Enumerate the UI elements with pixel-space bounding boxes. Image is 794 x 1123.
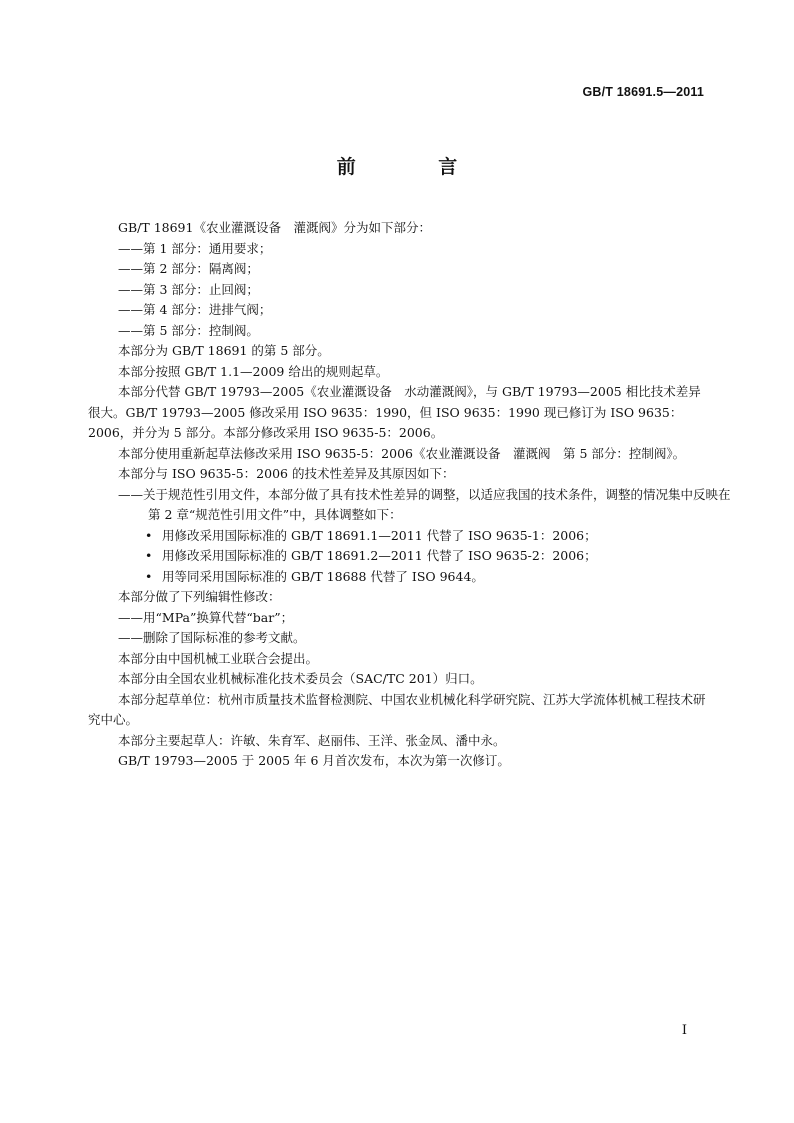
paragraph: 本部分由中国机械工业联合会提出。 xyxy=(118,650,319,666)
paragraph: GB/T 18691《农业灌溉设备 灌溉阀》分为如下部分： xyxy=(118,220,431,235)
page-title: 前 言 xyxy=(336,156,496,178)
paragraph: 本部分按照 GB/T 1.1—2009 给出的规则起草。 xyxy=(118,363,389,379)
paragraph: GB/T 19793—2005 于 2005 年 6 月首次发布，本次为第一次修订。 xyxy=(118,753,510,768)
list-item: ——第 5 部分：控制阀。 xyxy=(118,322,259,338)
bullet-icon: • xyxy=(145,548,153,563)
list-item: ——第 2 部分：隔离阀； xyxy=(118,261,259,276)
page-number: I xyxy=(681,1023,687,1038)
standard-code: GB/T 18691.5—2011 xyxy=(582,85,704,99)
list-item-normative: ——关于规范性引用文件，本部分做了具有技术性差异的调整，以适应我国的技术条件，调整的情况集中反映在第 2 章“规范性引用文件”中，具体调整如下： xyxy=(118,486,731,522)
paragraph: 本部分与 ISO 9635-5：2006 的技术性差异及其原因如下： xyxy=(118,466,455,481)
list-item: ——第 1 部分：通用要求； xyxy=(118,240,272,256)
bullet-text: 用等同采用国际标准的 GB/T 18688 代替了 ISO 9644。 xyxy=(162,568,484,584)
bullet-item xyxy=(118,526,708,547)
bullet-text: 用修改采用国际标准的 GB/T 18691.2—2011 代替了 ISO 9635-2：2006； xyxy=(162,548,597,563)
paragraph: 本部分由全国农业机械标准化技术委员会（SAC/TC 201）归口。 xyxy=(118,671,483,686)
foreword-body xyxy=(88,218,731,772)
bullet-text: 用修改采用国际标准的 GB/T 18691.1—2011 代替了 ISO 9635-1：2006； xyxy=(162,527,597,543)
bullet-icon: • xyxy=(145,568,153,584)
paragraph: 本部分使用重新起草法修改采用 ISO 9635-5：2006《农业灌溉设备 灌溉阀 第 5 部分：控制阀》。 xyxy=(118,445,686,461)
paragraph: 本部分做了下列编辑性修改： xyxy=(118,589,281,604)
bullet-icon: • xyxy=(145,527,153,543)
paragraph-drafting-unit: 本部分起草单位：杭州市质量技术监督检测院、中国农业机械化科学研究院、江苏大学流体机械工程技术研究中心。 xyxy=(88,691,706,727)
list-item: ——用“MPa”换算代替“bar”； xyxy=(118,609,294,625)
list-item: ——第 3 部分：止回阀； xyxy=(118,281,259,297)
bullet-item xyxy=(118,546,708,567)
list-item: ——第 4 部分：进排气阀； xyxy=(118,302,272,317)
list-item: ——删除了国际标准的参考文献。 xyxy=(118,630,306,645)
paragraph: 本部分为 GB/T 18691 的第 5 部分。 xyxy=(118,343,330,358)
paragraph: 本部分主要起草人：许敏、朱育军、赵丽伟、王洋、张金凤、潘中永。 xyxy=(118,732,506,748)
bullet-item xyxy=(118,567,708,588)
paragraph-replace: 本部分代替 GB/T 19793—2005《农业灌溉设备 水动灌溉阀》，与 GB/T 19793—2005 相比技术差异很大。GB/T 19793—2005 修改采用 ISO 9635：1990，但 ISO 9635：1990 现已修订为 ISO 9635：2006，并分为 5 部分。本部分修改采用 ISO 9635-5：2006。 xyxy=(88,384,701,440)
